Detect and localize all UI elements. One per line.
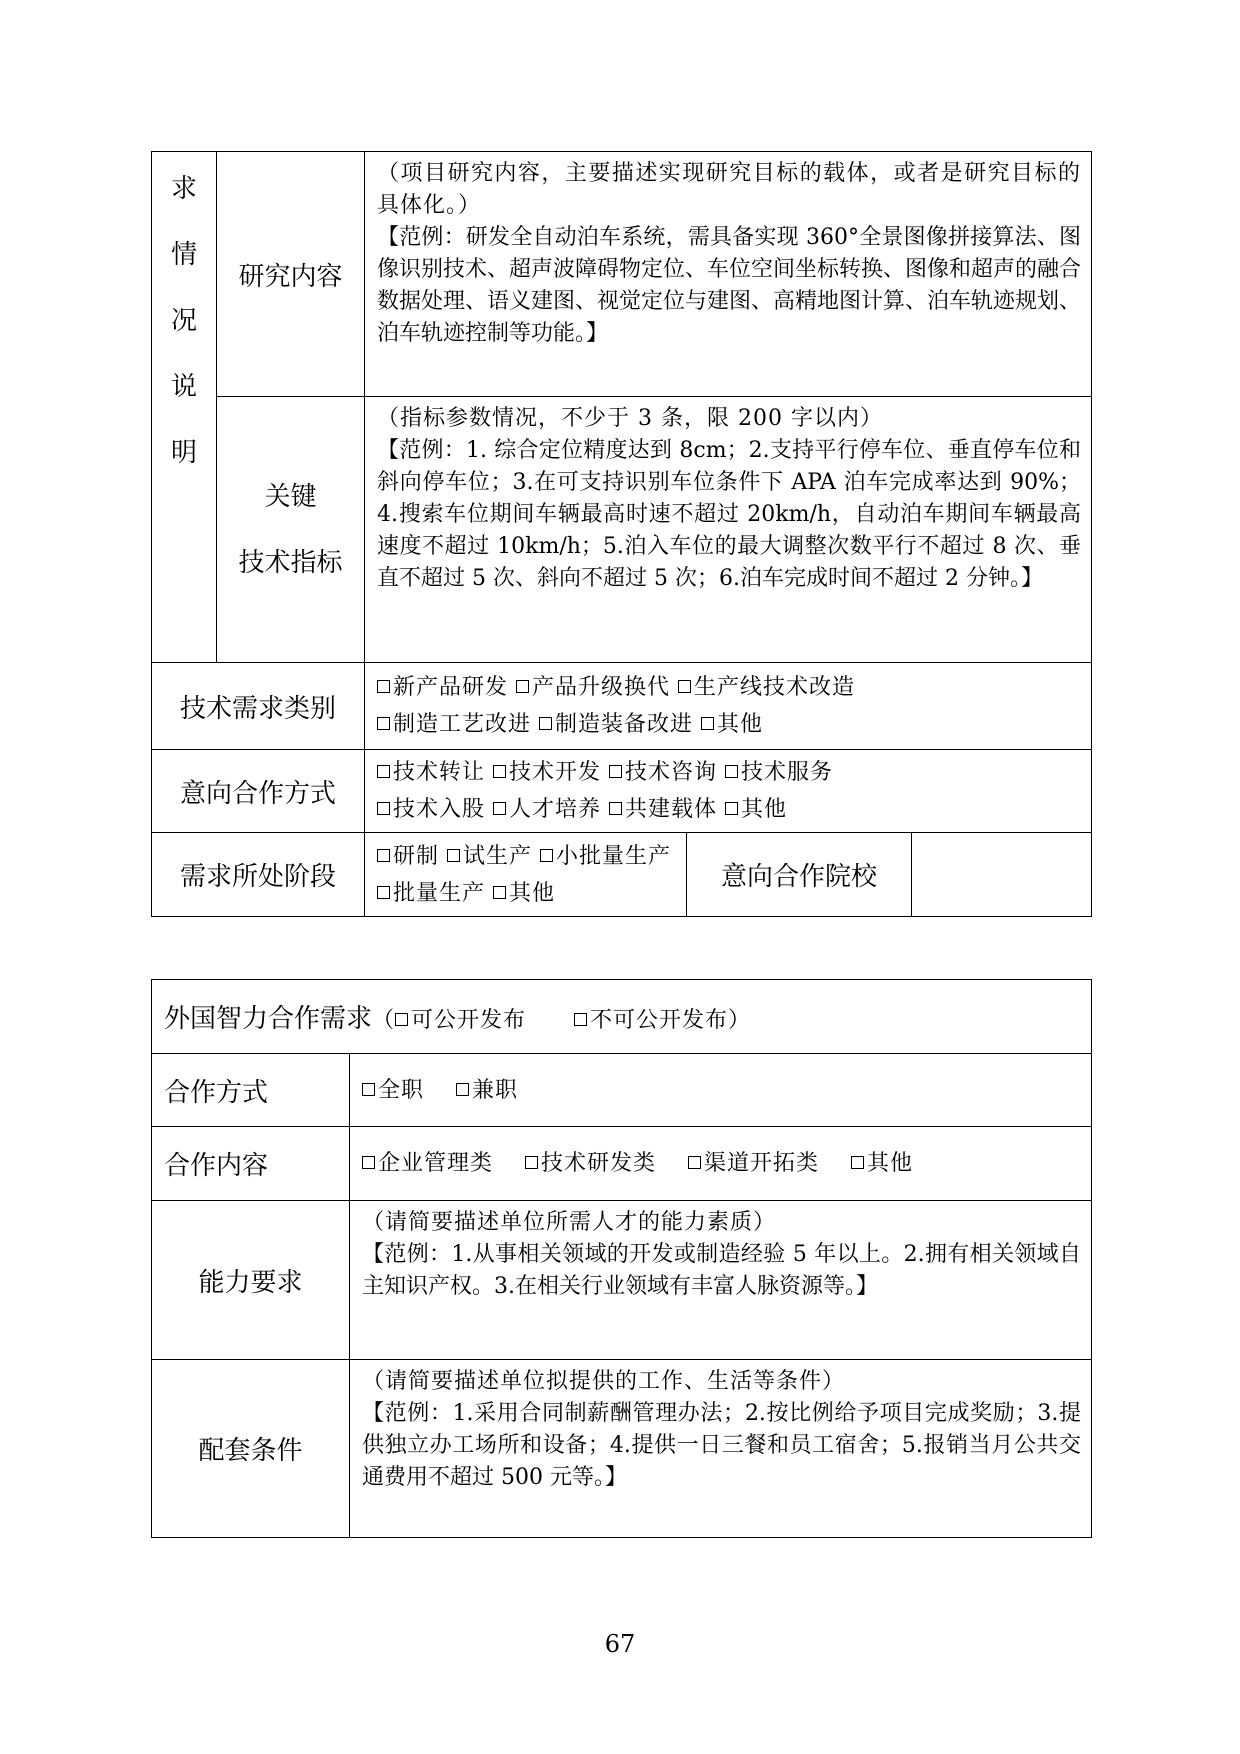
foreign-header-title: 外国智力合作需求 bbox=[164, 1004, 373, 1034]
checkbox[interactable] bbox=[574, 1013, 587, 1026]
option-label: 不可公开发布 bbox=[590, 1008, 729, 1033]
foreign-talent-table bbox=[151, 979, 1092, 1538]
side-char: 况 bbox=[170, 306, 197, 336]
coop-type-label: 合作方式 bbox=[152, 1054, 350, 1127]
coop-mode-label: 意向合作方式 bbox=[152, 750, 365, 833]
option-label: 制造工艺改进 bbox=[393, 712, 532, 737]
coop-content-options bbox=[350, 1127, 1092, 1201]
foreign-header bbox=[152, 980, 1092, 1054]
option-label: 全职 bbox=[378, 1077, 425, 1103]
stage-label: 需求所处阶段 bbox=[152, 833, 365, 917]
option-label: 技术入股 bbox=[393, 797, 486, 822]
option-label: 研制 bbox=[393, 843, 440, 869]
college-field[interactable] bbox=[912, 833, 1092, 917]
checkbox[interactable] bbox=[377, 849, 390, 862]
option-label: 产品升级换代 bbox=[532, 675, 671, 700]
option-label: 新产品研发 bbox=[393, 675, 509, 700]
checkbox[interactable] bbox=[447, 849, 460, 862]
key-indicators-hint: （指标参数情况，不少于 3 条，限 200 字以内） bbox=[377, 406, 883, 431]
checkbox[interactable] bbox=[377, 765, 390, 778]
research-content-cell[interactable] bbox=[365, 152, 1092, 397]
option-label: 企业管理类 bbox=[378, 1151, 494, 1176]
option-label: 小批量生产 bbox=[556, 843, 672, 869]
support-example: 【范例：1.采用合同制薪酬管理办法；2.按比例给予项目完成奖励；3.提供独立办工场所和设备；4.提供一日三餐和员工宿舍；5.报销当月公共交通费用不超过 500 元等。】 bbox=[362, 1401, 1082, 1490]
option-label: 生产线技术改造 bbox=[694, 675, 856, 700]
option-label: 渠道开拓类 bbox=[704, 1151, 820, 1176]
support-cell[interactable] bbox=[350, 1360, 1092, 1538]
option-label: 共建载体 bbox=[625, 797, 718, 822]
college-label: 意向合作院校 bbox=[687, 833, 912, 917]
option-label: 批量生产 bbox=[393, 880, 486, 906]
option-label: 试生产 bbox=[463, 843, 533, 869]
side-label bbox=[152, 152, 217, 663]
checkbox[interactable] bbox=[362, 1156, 375, 1169]
checkbox[interactable] bbox=[377, 680, 390, 693]
header-paren: （ bbox=[372, 1008, 396, 1033]
checkbox[interactable] bbox=[678, 680, 691, 693]
checkbox[interactable] bbox=[493, 886, 506, 899]
checkbox[interactable] bbox=[525, 1156, 538, 1169]
ability-hint: （请简要描述单位所需人才的能力素质） bbox=[362, 1210, 777, 1235]
option-label: 制造装备改进 bbox=[555, 712, 694, 737]
option-label: 其他 bbox=[867, 1151, 914, 1176]
support-hint: （请简要描述单位拟提供的工作、生活等条件） bbox=[362, 1369, 846, 1394]
checkbox[interactable] bbox=[377, 717, 390, 730]
checkbox[interactable] bbox=[688, 1156, 701, 1169]
checkbox[interactable] bbox=[456, 1083, 469, 1096]
option-label: 其他 bbox=[717, 712, 764, 737]
key-indicators-cell[interactable] bbox=[365, 397, 1092, 663]
page-number: 67 bbox=[604, 1630, 636, 1658]
checkbox[interactable] bbox=[725, 802, 738, 815]
side-char: 明 bbox=[170, 438, 197, 468]
coop-content-label: 合作内容 bbox=[152, 1127, 350, 1201]
research-hint: （项目研究内容，主要描述实现研究目标的载体，或者是研究目标的具体化。） bbox=[377, 161, 1082, 218]
checkbox[interactable] bbox=[516, 680, 529, 693]
research-content-label: 研究内容 bbox=[217, 152, 365, 397]
ability-cell[interactable] bbox=[350, 1201, 1092, 1360]
checkbox[interactable] bbox=[609, 802, 622, 815]
stage-options bbox=[365, 833, 687, 917]
checkbox[interactable] bbox=[725, 765, 738, 778]
checkbox[interactable] bbox=[609, 765, 622, 778]
support-label: 配套条件 bbox=[152, 1360, 350, 1538]
checkbox[interactable] bbox=[701, 717, 714, 730]
coop-mode-options bbox=[365, 750, 1092, 833]
side-char: 求 bbox=[170, 174, 197, 204]
key-indicators-label-line1: 关键 bbox=[264, 481, 317, 512]
tech-category-label: 技术需求类别 bbox=[152, 663, 365, 750]
option-label: 其他 bbox=[509, 880, 556, 906]
option-label: 技术服务 bbox=[741, 760, 834, 785]
coop-type-options bbox=[350, 1054, 1092, 1127]
checkbox[interactable] bbox=[493, 802, 506, 815]
option-label: 技术转让 bbox=[393, 760, 486, 785]
checkbox[interactable] bbox=[493, 765, 506, 778]
checkbox[interactable] bbox=[377, 802, 390, 815]
option-label: 其他 bbox=[741, 797, 788, 822]
option-label: 兼职 bbox=[472, 1077, 519, 1103]
header-paren: ） bbox=[728, 1008, 751, 1033]
key-indicators-label bbox=[217, 397, 365, 663]
side-char: 说 bbox=[170, 372, 197, 402]
checkbox[interactable] bbox=[540, 849, 553, 862]
tech-category-options bbox=[365, 663, 1092, 750]
ability-label: 能力要求 bbox=[152, 1201, 350, 1360]
option-label: 人才培养 bbox=[509, 797, 602, 822]
key-indicators-example: 【范例：1. 综合定位精度达到 8cm；2.支持平行停车位、垂直停车位和斜向停车位；3.在可支持识别车位条件下 APA 泊车完成率达到 90%；4.搜索车位期间车辆最高时速不超过 20km/h，自动泊车期间车辆最高速度不超过 10km/h；5.泊入车位的最大调整次数平行不超过 8 次、垂直不超过 5 次、斜向不超过 5 次；6.泊车完成时间不超过 2 分钟。】 bbox=[377, 438, 1082, 591]
ability-example: 【范例：1.从事相关领域的开发或制造经验 5 年以上。2.拥有相关领域自主知识产权。3.在相关行业领域有丰富人脉资源等。】 bbox=[362, 1242, 1082, 1299]
key-indicators-label-line2: 技术指标 bbox=[238, 547, 343, 578]
option-label: 技术研发类 bbox=[541, 1151, 657, 1176]
requirement-table bbox=[151, 151, 1092, 917]
checkbox[interactable] bbox=[395, 1013, 408, 1026]
checkbox[interactable] bbox=[377, 886, 390, 899]
side-char: 情 bbox=[170, 240, 197, 270]
checkbox[interactable] bbox=[851, 1156, 864, 1169]
option-label: 技术开发 bbox=[509, 760, 602, 785]
checkbox[interactable] bbox=[539, 717, 552, 730]
option-label: 可公开发布 bbox=[411, 1008, 527, 1033]
option-label: 技术咨询 bbox=[625, 760, 718, 785]
research-example: 【范例：研发全自动泊车系统，需具备实现 360°全景图像拼接算法、图像识别技术、超声波障碍物定位、车位空间坐标转换、图像和超声的融合数据处理、语义建图、视觉定位与建图、高精地图计算、泊车轨迹规划、泊车轨迹控制等功能。】 bbox=[377, 225, 1082, 346]
checkbox[interactable] bbox=[362, 1083, 375, 1096]
